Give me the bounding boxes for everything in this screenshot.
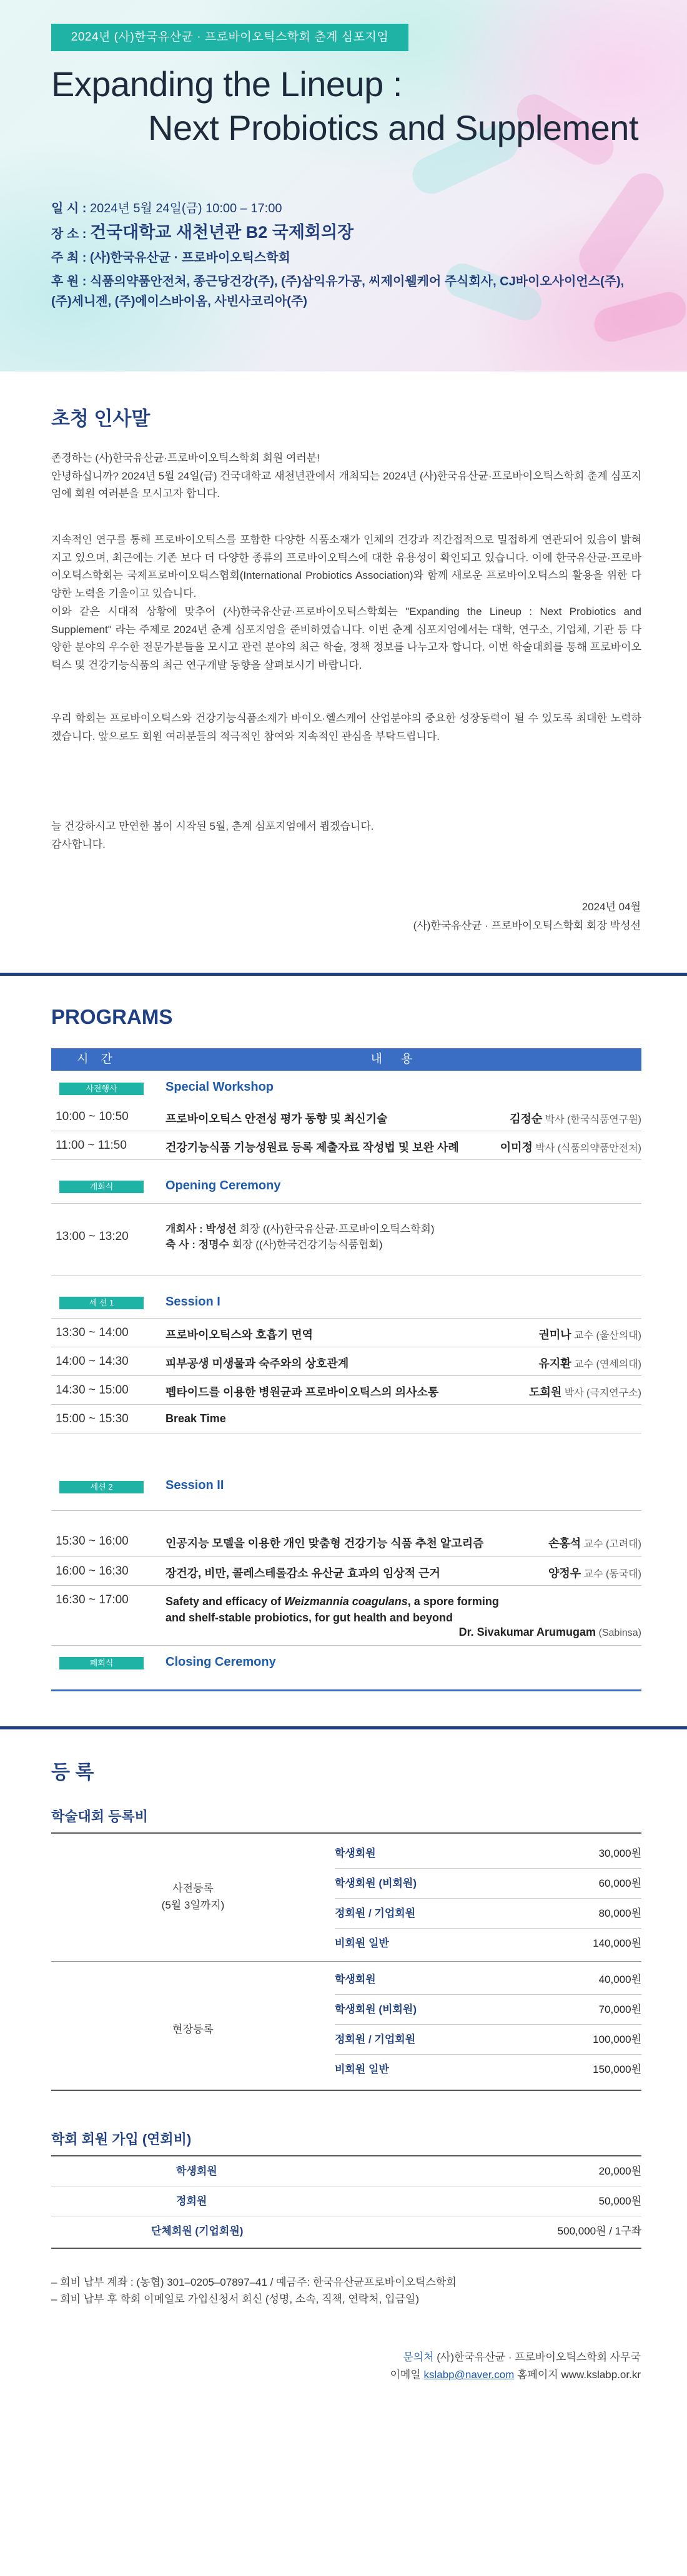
session-badge: 사전행사 xyxy=(59,1083,144,1095)
membership-row: 단체회원 (기업회원) 500,000원 / 1구좌 xyxy=(151,2225,641,2237)
session-header xyxy=(51,1290,641,1319)
session-header xyxy=(51,1478,641,1511)
event-tag: 2024년 (사)한국유산균 · 프로바이오틱스학회 춘계 심포지엄 xyxy=(51,24,408,51)
session-title: Special Workshop xyxy=(166,1080,274,1094)
fee-row: 비회원 일반 140,000원 xyxy=(335,1937,641,1949)
fee-row: 정회원 / 기업회원 100,000원 xyxy=(51,2025,641,2055)
session-title: Session II xyxy=(166,1478,224,1492)
greeting-paragraph-5: 늘 건강하시고 만연한 봄이 시작된 5월, 춘계 심포지엄에서 뵙겠습니다. 감사합니다. xyxy=(51,820,374,850)
fee-row: 학생회원 40,000원 xyxy=(51,1965,641,1995)
program-row: 16:30 ~ 17:00 Safety and efficacy of Weizmannia coagulans, a spore forming and shelf-stable probiotics, for gut health and beyond Dr. Sivakumar Arumugam (Sabinsa) xyxy=(51,1586,641,1646)
program-row: 11:00 ~ 11:50 건강기능식품 기능성원료 등록 제출자료 작성법 및 보완 사례 이미정 박사 (식품의약품안전처) xyxy=(51,1131,641,1160)
hero-title-line1: Expanding the Lineup : xyxy=(51,64,402,104)
fee-row: 정회원 / 기업회원 80,000원 xyxy=(51,1899,641,1929)
program-row: 16:00 ~ 16:30 장건강, 비만, 콜레스테롤감소 유산균 효과의 임상적 근거 양정우 교수 (동국대) xyxy=(51,1557,641,1586)
fee-title: 학술대회 등록비 xyxy=(51,1809,148,1824)
pre-registration-label: 사전등록 (5월 3일까지) xyxy=(161,1882,225,1911)
greeting-paragraph-4: 우리 학회는 프로바이오틱스와 건강기능식품소재가 바이오·헬스케어 산업분야의 중요한 성장동력이 될 수 있도록 최대한 노력하겠습니다. 앞으로도 회원 여러분들의 적극적인 참여와 지속적인 관심을 부탁드립니다. xyxy=(51,712,641,742)
session-badge: 세 션 1 xyxy=(59,1297,144,1309)
opening-row: 13:00 ~ 13:20 개회사 : 박성선 회장 ((사)한국유산균·프로바이오틱스학회) 축 사 : 정명수 회장 ((사)한국건강기능식품협회) xyxy=(51,1204,641,1276)
programs-title: PROGRAMS xyxy=(51,1005,173,1028)
onsite-registration-label: 현장등록 xyxy=(172,2023,214,2035)
membership-title: 학회 회원 가입 (연회비) xyxy=(51,2131,192,2147)
membership-row: 학생회원 20,000원 xyxy=(51,2156,641,2186)
session-badge: 세션 2 xyxy=(59,1481,144,1493)
greeting-signature: 2024년 04월 (사)한국유산균 · 프로바이오틱스학회 회장 박성선 xyxy=(413,901,641,932)
header-content: 내용 xyxy=(370,1053,432,1066)
session-title: Session I xyxy=(166,1295,220,1309)
program-row: 13:30 ~ 14:00 프로바이오틱스와 호흡기 면역 권미나 교수 (울산의대) xyxy=(51,1319,641,1347)
greeting-paragraph-2: 지속적인 연구를 통해 프로바이오틱스를 포함한 다양한 식품소재가 인체의 건강과 직간접적으로 밀접하게 연관되어 있음이 밝혀지고 있으며, 최근에는 기존 보다 더 다양한 종류의 프로바이오틱스에 대한 유용성이 확인되고 있습니다. 이에 한국유산균·프로바이오틱스학회는 국제프로바이오틱스협회(International Probiotics Association)와 함께 새로운 프로바이오틱스의 활용을 위한 다양한 노력을 기울이고 있습니다. xyxy=(51,534,641,599)
event-host: 주 최 : (사)한국유산균 · 프로바이오틱스학회 xyxy=(51,251,290,265)
fee-row: 학생회원 (비회원) 70,000원 xyxy=(51,1995,641,2025)
hero-title-line2: Next Probiotics and Supplement xyxy=(148,108,638,147)
fee-row: 학생회원 (비회원) 60,000원 xyxy=(51,1869,641,1899)
email-link[interactable]: kslabp@naver.com xyxy=(423,2369,515,2381)
event-info xyxy=(51,200,624,317)
homepage-link[interactable]: www.kslabp.or.kr xyxy=(561,2369,641,2381)
program-row: 10:00 ~ 10:50 프로바이오틱스 안전성 평가 동향 및 최신기술 김정순 박사 (한국식품연구원) xyxy=(51,1104,641,1131)
session-title: Closing Ceremony xyxy=(166,1655,276,1669)
program-row: 15:30 ~ 16:00 인공지능 모델을 이용한 개인 맞춤형 건강기능 식품 추천 알고리즘 손홍석 교수 (고려대) xyxy=(51,1526,641,1557)
session-badge: 폐회식 xyxy=(59,1657,144,1669)
contact-info: 문의처 (사)한국유산균 · 프로바이오틱스학회 사무국 이메일 kslabp@naver.com 홈페이지 www.kslabp.or.kr xyxy=(390,2351,641,2381)
session-header xyxy=(51,1075,641,1104)
session-title: Opening Ceremony xyxy=(166,1179,281,1192)
event-venue: 장 소 : 건국대학교 새천년관 B2 국제회의장 xyxy=(51,223,354,242)
session-badge: 개회식 xyxy=(59,1181,144,1193)
session-header xyxy=(51,1174,641,1204)
session-header xyxy=(51,1648,641,1679)
greeting-paragraph-3: 이와 같은 시대적 상황에 맞추어 (사)한국유산균·프로바이오틱스학회는 "Expanding the Lineup : Next Probiotics and Supplement" 라는 주제로 2024년 춘계 심포지엄을 준비하였습니다. 이번 춘계 심포지엄에서는 대학, 연구소, 기업체, 기관 등 다양한 분야의 우수한 전문가분들을 모시고 관련 분야의 최근 학술, 정책 정보를 나누고자 합니다. 이번 학술대회를 통해 프로바이오틱스 및 건강기능식품의 최근 연구개발 동향을 살펴보시기 바랍니다. xyxy=(51,606,641,671)
section-divider xyxy=(0,973,687,976)
membership-table xyxy=(51,2155,641,2255)
greeting-title: 초청 인사말 xyxy=(51,408,151,430)
event-sponsors-line2: (주)세니젠, (주)에이스바이옴, 사빈사코리아(주) xyxy=(51,295,307,308)
header-time: 시간 xyxy=(77,1053,125,1066)
section-divider xyxy=(0,1726,687,1729)
registration-title: 등 록 xyxy=(51,1761,94,1783)
fee-table xyxy=(51,1832,641,2095)
event-date: 일 시 : 2024년 5월 24일(금) 10:00 – 17:00 xyxy=(51,202,282,215)
program-table-header xyxy=(51,1048,641,1071)
program-row: 14:00 ~ 14:30 피부공생 미생물과 숙주와의 상호관계 유지환 교수 (연세의대) xyxy=(51,1347,641,1376)
membership-row: 정회원 50,000원 xyxy=(51,2186,641,2216)
table-bottom-line xyxy=(51,1689,641,1691)
fee-row: 비회원 일반 150,000원 xyxy=(335,2063,641,2075)
event-sponsors: 후 원 : 식품의약품안전처, 종근당건강(주), (주)삼익유가공, 씨제이웰케어 주식회사, CJ바이오사이언스(주), xyxy=(51,275,625,288)
program-row: 14:30 ~ 15:00 펩타이드를 이용한 병원균과 프로바이오틱스의 의사소통 도희원 박사 (극지연구소) xyxy=(51,1376,641,1405)
payment-notes: – 회비 납부 계좌 : (농협) 301–0205–07897–41 / 예금주: 한국유산균프로바이오틱스학회 – 회비 납부 후 학회 이메일로 가입신청서 회신 (성명, 소속, 직책, 연락처, 입금일) xyxy=(51,2276,457,2305)
program-row: 15:00 ~ 15:30 Break Time xyxy=(51,1405,641,1433)
hero-banner xyxy=(0,0,687,371)
greeting-paragraph-1: 존경하는 (사)한국유산균·프로바이오틱스학회 회원 여러분! 안녕하십니까? 2024년 5월 24일(금) 건국대학교 새천년관에서 개최되는 2024년 (사)한국유산균·프로바이오틱스학회 춘계 심포지엄에 회원 여러분을 모시고자 합니다. xyxy=(51,452,641,499)
fee-row: 학생회원 30,000원 xyxy=(51,1839,641,1869)
